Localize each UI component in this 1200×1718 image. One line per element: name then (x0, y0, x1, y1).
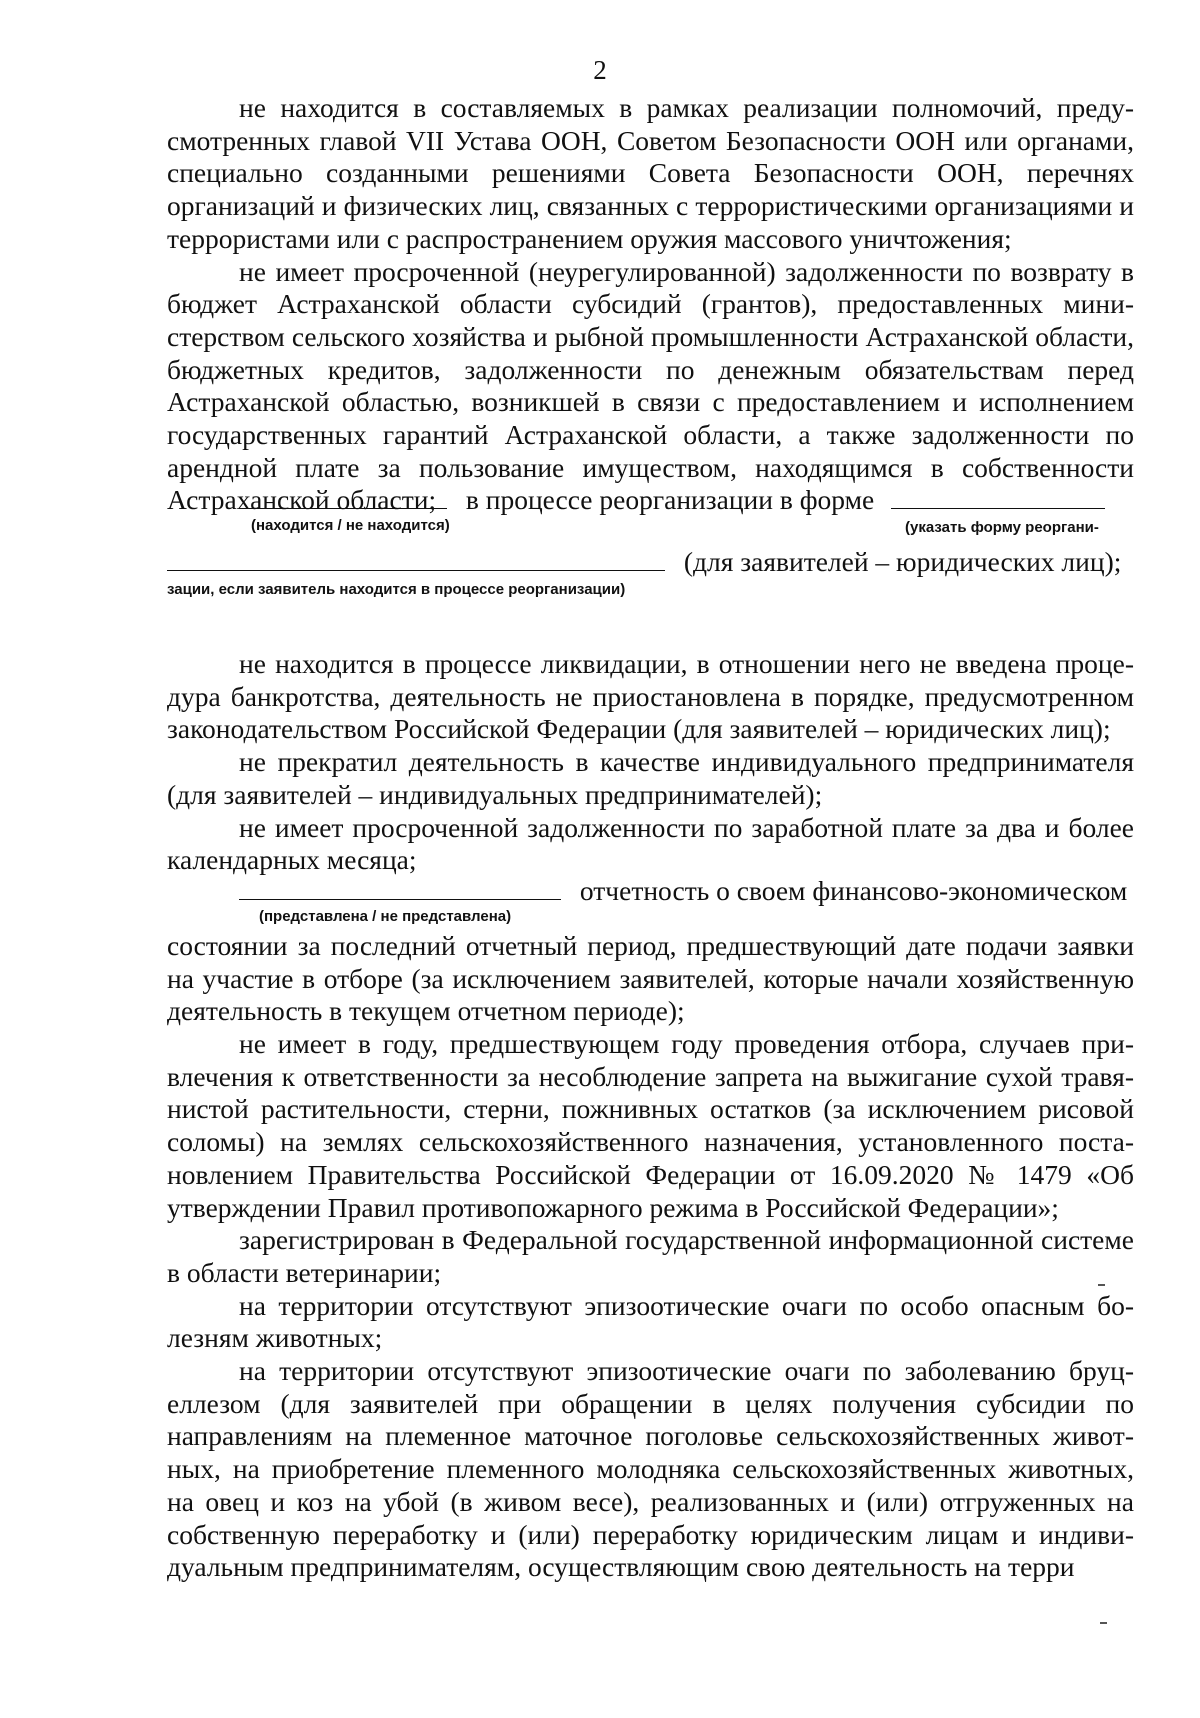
reorg-text-2: (для заявителей – юридических лиц); (683, 546, 1122, 577)
paragraph-not-liquidated: не находится в процессе ликвидации, в отношении него не введена процедура банкротства, деятельность не приостановлена в порядке, предусмотренном законодательством Российской Федерации (для заявителей – юридических лиц); (167, 648, 1134, 745)
reorg-status-caption: (находится / не находится) (251, 517, 450, 534)
reorganization-line-2 (167, 546, 1121, 578)
reorganization-line (167, 484, 1134, 516)
report-line (167, 875, 1134, 907)
report-continuation-block (167, 930, 1134, 1028)
report-text: отчетность о своем финансово-экономическом (579, 875, 1128, 906)
scan-mark (1100, 1622, 1107, 1624)
reorg-text: в процессе реорганизации в форме (465, 484, 875, 515)
report-status-caption: (представлена / не представлена) (259, 908, 512, 925)
reorg-form-blank-2 (167, 546, 665, 571)
reorg-form-caption-1: (указать форму реоргани- (905, 519, 1099, 536)
paragraph-no-burning-violations: не имеет в году, предшествующем году проведения отбора, случаев привлечения к ответственности за несоблюдение запрета на выжигание сухой травянистой растительности, стерни, пожнивных остатков (за исключением рисовой соломы) на землях сельскохозяйственного назначения, установленного постановлением Правительства Российской Федерации от 16.09.2020 № 1479 «Об утверждении Правил противопожарного режима в Российской Федерации»; (167, 1028, 1134, 1223)
paragraph-registered-vet-system: зарегистрирован в Федеральной государственной информационной системе в области ветеринарии; (167, 1224, 1134, 1288)
report-continuation: состоянии за последний отчетный период, предшествующий дате подачи заявки на участие в отборе (за исключением заявителей, которые начали хозяйственную деятельность в текущем отчетном периоде); (167, 930, 1134, 1027)
paragraph-not-terminated: не прекратил деятельность в качестве индивидуального предпринимателя (для заявителей – индивидуальных предпринимателей); (167, 746, 1134, 810)
scan-mark (1098, 1284, 1105, 1286)
reorg-form-blank (891, 484, 1105, 509)
reorg-form-caption-2: зации, если заявитель находится в процессе реорганизации) (167, 581, 626, 598)
paragraph-un-lists: не находится в составляемых в рамках реализации полномочий, предусмотренных главой VII Устава ООН, Советом Безопасности ООН или органами, специально созданными решениями Совета Безопасности ООН, перечнях организаций и физических лиц, связанных с террористическими организациями и террористами или с распространением оружия массового уничтожения; (167, 92, 1134, 254)
paragraph-no-brucellosis: на территории отсутствуют эпизоотические очаги по заболеванию бруцеллезом (для заявителей при обращении в целях получения субсидии по направлениям на племенное маточное поголовье сельскохозяйственных животных, на приобретение племенного молодняка сельскохозяйственных животных, на овец и коз на убой (в живом весе), реализованных и (или) отгруженных на собственную переработку и (или) переработку юридическим лицам и индивидуальным предпринимателям, осуществляющим свою деятельность на терри (167, 1355, 1134, 1583)
report-block (167, 875, 1134, 925)
middle-paragraphs (167, 648, 1134, 877)
paragraph-no-epizootic-dangerous: на территории отсутствуют эпизоотические очаги по особо опасным болезням животных; (167, 1289, 1134, 1354)
paragraph-no-debt-budget: не имеет просроченной (неурегулированной) задолженности по возврату в бюджет Астраханской области субсидий (грантов), предоставленных министерством сельского хозяйства и рыбной промышленности Астраханской области, бюджетных кредитов, задолженности по денежным обязательствам перед Астраханской областью, возникшей в связи с предоставлением и исполнением государственных гарантий Астраханской области, а также задолженности по арендной плате за пользование имуществом, находящимся в собственности Астраханской области; (167, 255, 1134, 516)
reorg-status-blank (239, 484, 447, 509)
page-number: 2 (593, 55, 607, 85)
reorganization-block (167, 484, 1134, 598)
top-paragraphs (167, 92, 1134, 517)
report-status-blank (239, 875, 561, 900)
bottom-paragraphs (167, 1028, 1134, 1584)
paragraph-no-salary-debt: не имеет просроченной задолженности по заработной плате за два и более календарных месяца; (167, 811, 1134, 876)
